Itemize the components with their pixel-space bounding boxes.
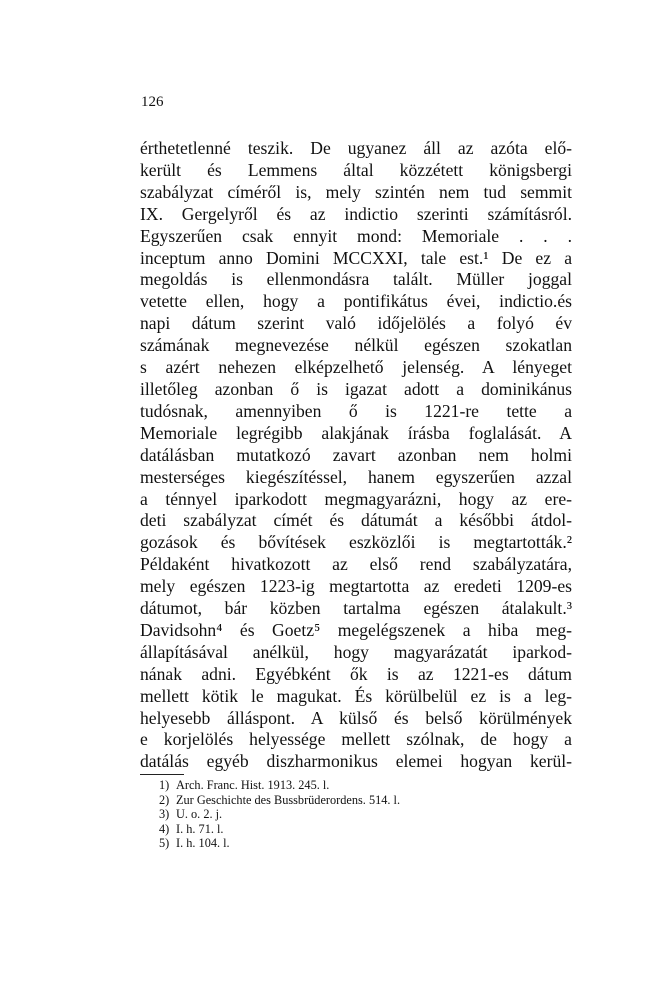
text-line: Egyszerűen csak ennyit mond: Memoriale . . . — [140, 225, 572, 246]
text-line: szabályzat címéről is, mely szintén nem tud semmit — [140, 181, 572, 202]
footnotes — [159, 778, 559, 851]
footnote — [159, 778, 559, 793]
text-line: napi dátum szerint való időjelölés a folyó év — [140, 313, 572, 334]
text-line: számának megnevezése nélkül egészen szokatlan — [140, 335, 572, 356]
text-line: mellett kötik le magukat. És körülbelül ez is a leg- — [140, 685, 572, 706]
footnote-text: Arch. Franc. Hist. 1913. 245. l. — [176, 778, 330, 792]
text-line: Példaként hivatkozott az első rend szabályzatára, — [140, 554, 572, 575]
text-line: illetőleg azonban ő is igazat adott a dominikánus — [140, 378, 572, 399]
text-line: datálásban mutatkozó zavart azonban nem holmi — [140, 444, 572, 465]
footnote-marker: 4) — [159, 821, 170, 836]
text-line: s azért nehezen elképzelhető jelenség. A lényeget — [140, 357, 572, 378]
text-line: mesterséges kiegészítéssel, hanem egyszerűen azzal — [140, 466, 572, 487]
text-line: gozások és bővítések eszközlői is megtartották.² — [140, 532, 572, 553]
text-line: dátumot, bár közben tartalma egészen átalakult.³ — [140, 598, 572, 619]
text-line: nának adni. Egyébként ők is az 1221-es dátum — [140, 663, 572, 684]
footnote — [159, 807, 559, 822]
text-line: Memoriale legrégibb alakjának írásba foglalását. A — [140, 422, 572, 443]
footnote-marker: 3) — [159, 807, 170, 822]
text-line: került és Lemmens által közzétett königsbergi — [140, 159, 572, 180]
text-line: helyesebb álláspont. A külső és belső körülmények — [140, 707, 572, 728]
footnote-marker: 1) — [159, 778, 170, 792]
text-line: datálás egyéb diszharmonikus elemei hogyan kerül- — [140, 751, 572, 772]
footnote-marker: 5) — [159, 836, 170, 851]
text-line: megoldás is ellenmondásra talált. Müller joggal — [140, 269, 572, 290]
footnote-text: U. o. 2. j. — [176, 807, 223, 822]
footnote-text: I. h. 104. l. — [176, 836, 230, 851]
footnote-marker: 2) — [159, 792, 170, 807]
text-line: mely egészen 1223-ig megtartotta az eredeti 1209-es — [140, 576, 572, 597]
text-line: állapításával anélkül, hogy magyarázatát iparkod- — [140, 641, 572, 662]
text-line: a ténnyel iparkodott megmagyarázni, hogy az ere- — [140, 488, 572, 509]
text-line: IX. Gergelyről és az indictio szerinti számításról. — [140, 203, 572, 224]
footnote-text: I. h. 71. l. — [176, 821, 224, 836]
text-line: vetette ellen, hogy a pontifikátus évei, indictio.és — [140, 291, 572, 312]
text-line: Davidsohn⁴ és Goetz⁵ megelégszenek a hiba meg- — [140, 619, 572, 640]
page-number: 126 — [141, 94, 164, 110]
footnote-text: Zur Geschichte des Bussbrüderordens. 514. l. — [176, 792, 401, 807]
text-line: inceptum anno Domini MCCXXI, tale est.¹ De ez a — [140, 247, 572, 268]
footnote — [159, 793, 559, 808]
footnote — [159, 822, 559, 837]
text-line: e korjelölés helyessége mellett szólnak, de hogy a — [140, 729, 572, 750]
text-line: érthetetlenné teszik. De ugyanez áll az azóta elő- — [140, 138, 572, 158]
body-text — [140, 138, 572, 773]
text-line: tudósnak, amennyiben ő is 1221-re tette a — [140, 400, 572, 421]
text-line: deti szabályzat címét és dátumát a későbbi átdol- — [140, 510, 572, 531]
footnote — [159, 836, 559, 851]
footnote-separator — [140, 774, 184, 775]
